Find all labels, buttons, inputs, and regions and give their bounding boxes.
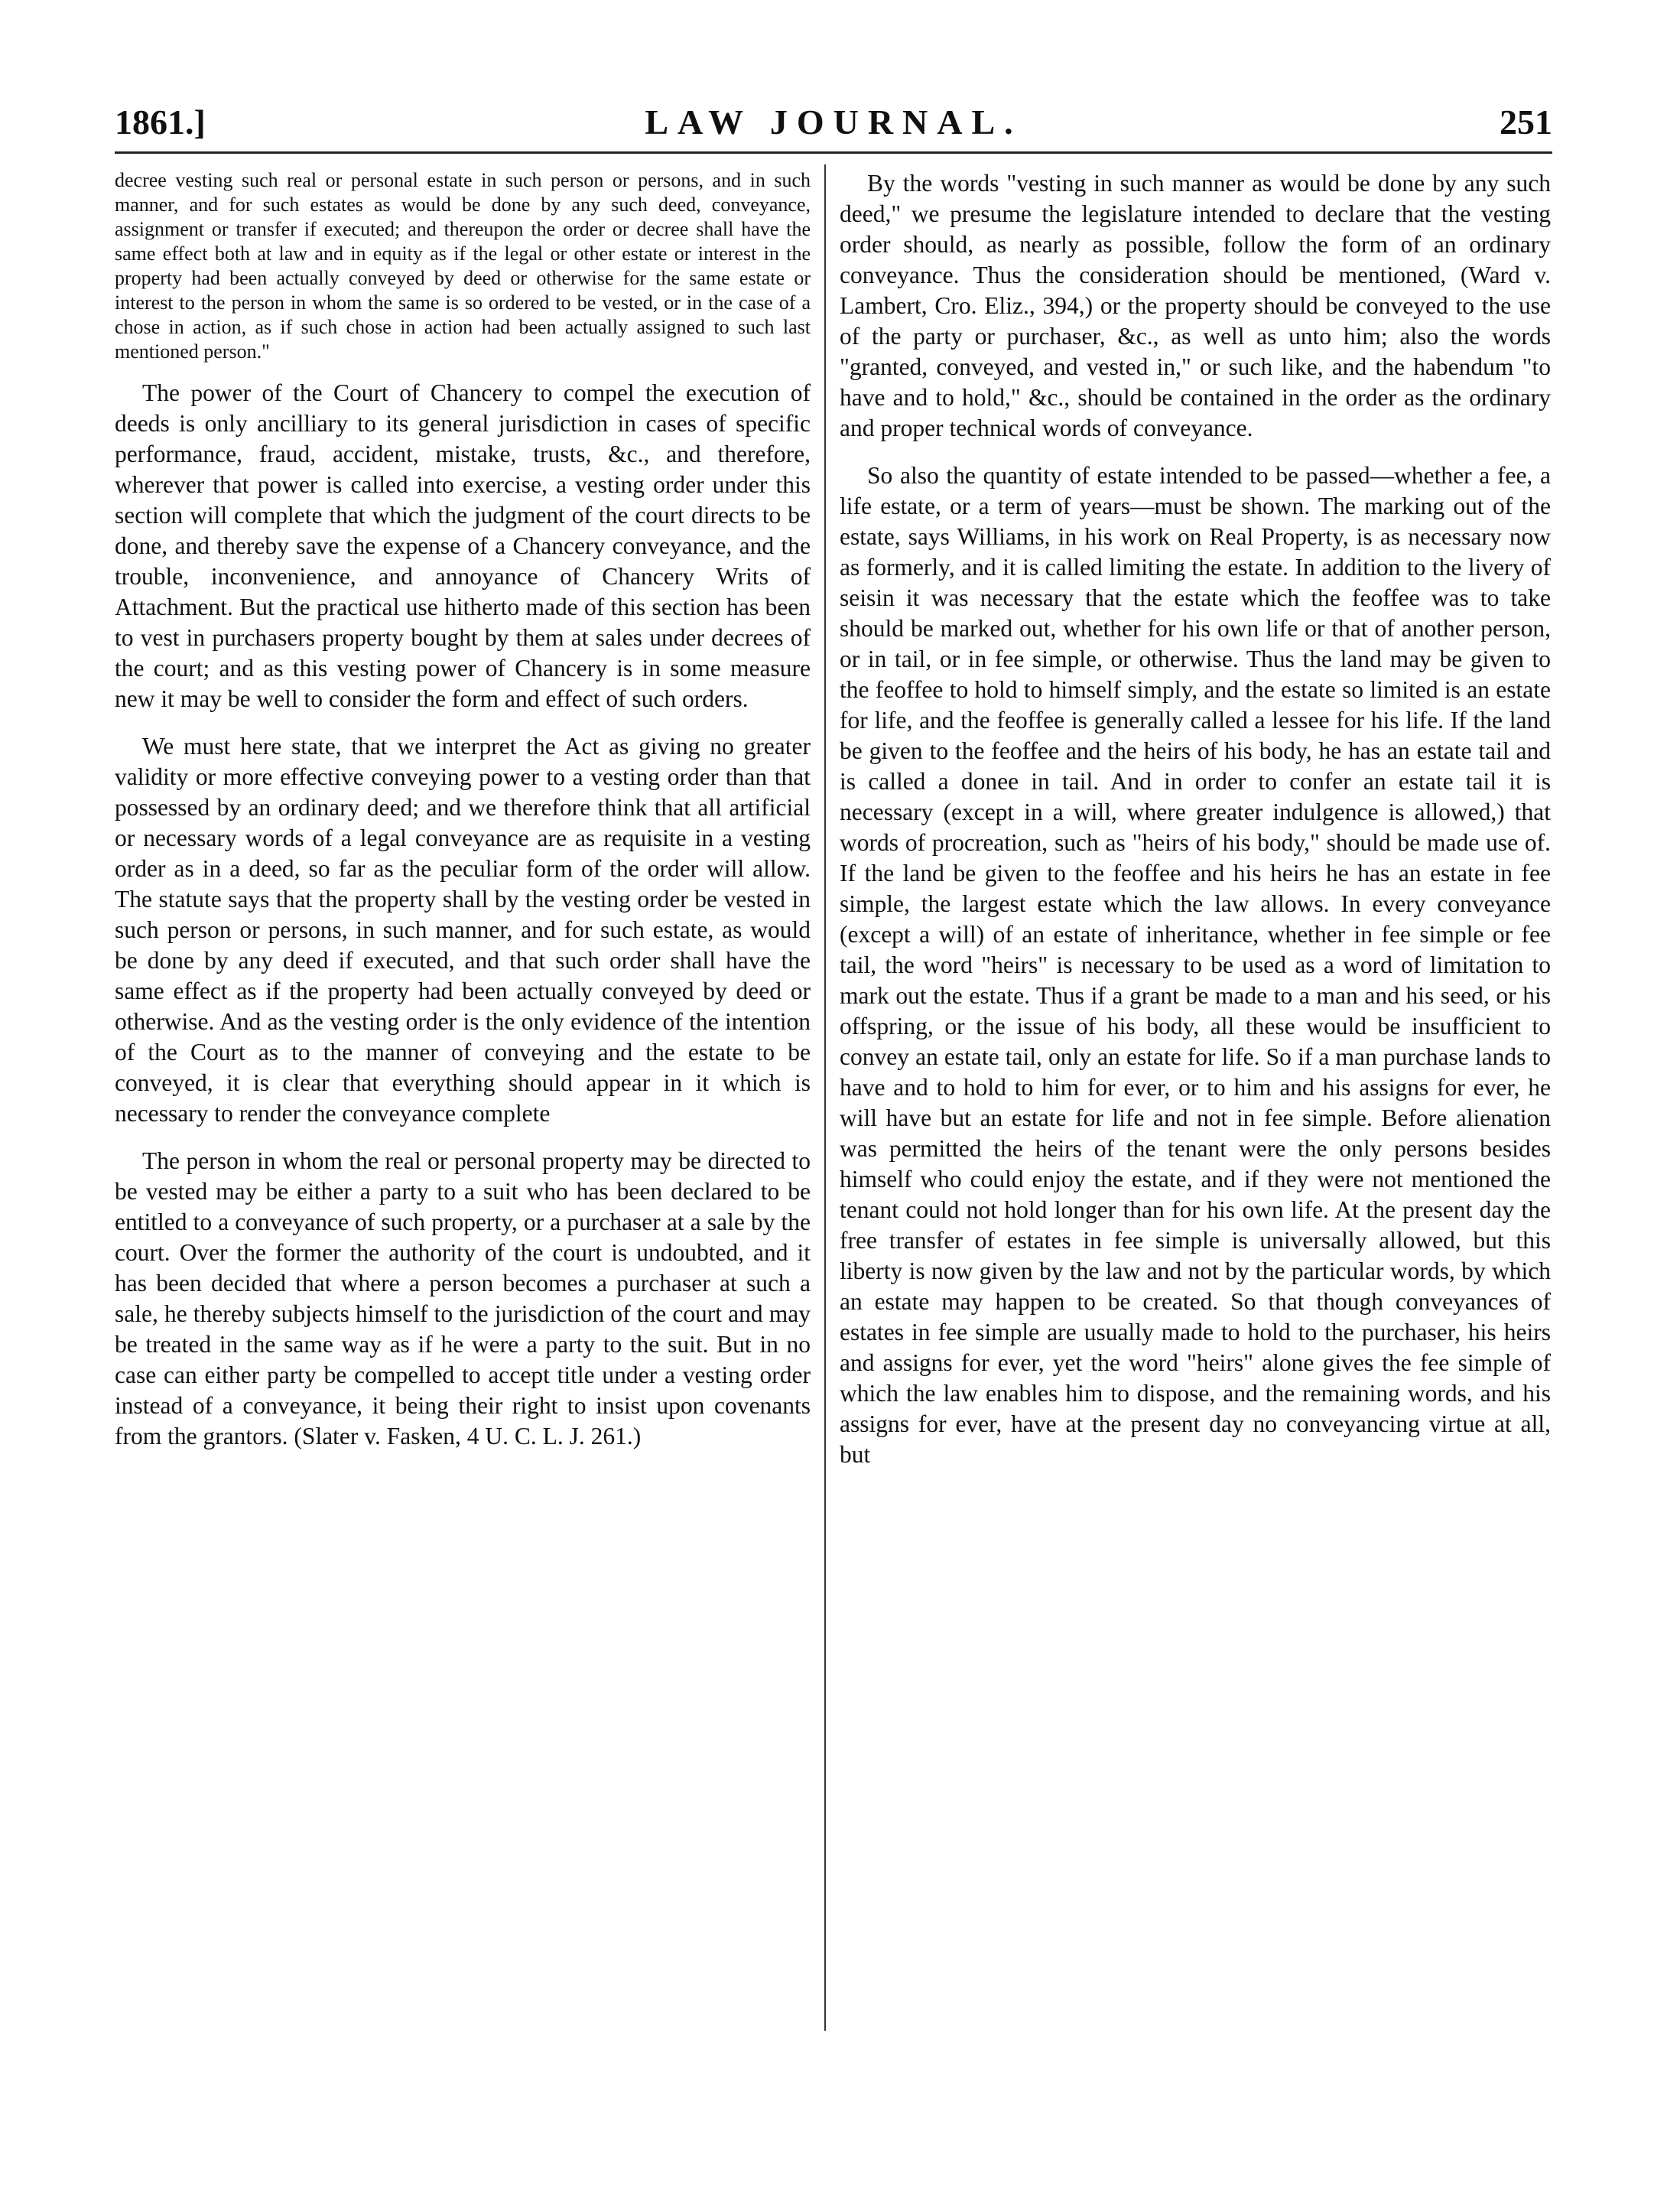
running-header xyxy=(115,99,1552,145)
left-paragraph-1: The power of the Court of Chancery to compel the execution of deeds is only ancilliary to its general jurisdiction in cases of specific performance, fraud, accident, mistake, trusts, &c., and therefore, wherever that power is called into exercise, a vesting order under this section will complete that which the judgment of the court directs to be done, and thereby save the expense of a Chancery conveyance, and the trouble, inconvenience, and annoyance of Chancery Writs of Attachment. But the practical use hitherto made of this section has been to vest in purchasers property bought by them at sales under decrees of the court; and as this vesting power of Chancery is in some measure new it may be well to consider the form and effect of such orders. xyxy=(115,379,811,712)
column-divider xyxy=(824,164,826,2031)
journal-title: LAW JOURNAL. xyxy=(645,102,1022,142)
right-column xyxy=(840,168,1551,1487)
header-rule xyxy=(115,151,1552,154)
left-column xyxy=(115,168,811,1469)
page-number: 251 xyxy=(1500,102,1552,142)
right-paragraph-2: So also the quantity of estate intended to be passed—whether a fee, a life estate, or a term of years—must be shown. The marking out of the estate, says Williams, in his work on Real Property, is as necessary now as formerly, and it is called limiting the estate. In addition to the livery of seisin it was necessary that the estate which the feoffee was to take should be marked out, whether for his own life or that of another person, or in tail, or in fee simple, or otherwise. Thus the land may be given to the feoffee to hold to himself simply, and the estate so limited is an estate for life, and the feoffee is generally called a lessee for his life. If the land be given to the feoffee and the heirs of his body, he has an estate tail and is called a donee in tail. And in order to confer an estate tail it is necessary (except in a will, where greater indulgence is allowed,) that words of procreation, such as "heirs of his body," should be made use of. If the land be given to the feoffee and his heirs he has an estate in fee simple, the largest estate which the law allows. In every conveyance (except a will) of an estate of inheritance, whether in fee simple or fee tail, the word "heirs" is necessary to be used as a word of limitation to mark out the estate. Thus if a grant be made to a man and his seed, or his offspring, or the issue of his body, all these would be insufficient to convey an estate tail, only an estate for life. So if a man purchase lands to have and to hold to him for ever, or to him and his assigns for ever, he will have but an estate for life and not in fee simple. Before alienation was permitted the heirs of the tenant were the only persons besides himself who could enjoy the estate, and if they were not mentioned the tenant could not hold longer than for his own life. At the present day the free transfer of estates in fee simple is universally allowed, but this liberty is now given by the law and not by the particular words, by which an estate may happen to be created. So that though conveyances of estates in fee simple are usually made to hold to the purchaser, his heirs and assigns for ever, yet the word "heirs" alone gives the fee simple of which the law enables him to dispose, and the remaining words, and his assigns for ever, have at the present day no conveyancing virtue at all, but xyxy=(840,462,1551,1468)
left-paragraph-3: The person in whom the real or personal property may be directed to be vested may be either a party to a suit who has been declared to be entitled to a conveyance of such property, or a purchaser at a sale by the court. Over the former the authority of the court is undoubted, and it has been decided that where a person becomes a purchaser at such a sale, he thereby subjects himself to the jurisdiction of the court and may be treated in the same way as if he were a party to the suit. But in no case can either party be compelled to accept title under a vesting order instead of a conveyance, it being their right to insist upon covenants from the grantors. (Slater v. Fasken, 4 U. C. L. J. 261.) xyxy=(115,1147,811,1449)
right-paragraph-1: By the words "vesting in such manner as would be done by any such deed," we presume the legislature intended to declare that the vesting order should, as nearly as possible, follow the form of an ordinary conveyance. Thus the consideration should be mentioned, (Ward v. Lambert, Cro. Eliz., 394,) or the property should be conveyed to the use of the party or purchaser, &c., as well as unto him; also the words "granted, conveyed, and vested in," or such like, and the habendum "to have and to hold," &c., should be contained in the order as the ordinary and proper technical words of conveyance. xyxy=(840,170,1551,441)
statute-quote: decree vesting such real or personal estate in such person or persons, and in such manner, and for such estates as would be done by any such deed, conveyance, assignment or transfer if executed; and thereupon the order or decree shall have the same effect both at law and in equity as if the legal or other estate or interest in the property had been actually conveyed by deed or otherwise for the same estate or interest to the person in whom the same is so ordered to be vested, or in the case of a chose in action, as if such chose in action had been actually assigned to such last mentioned person." xyxy=(115,169,811,363)
left-paragraph-2: We must here state, that we interpret the Act as giving no greater validity or more effective conveying power to a vesting order than that possessed by an ordinary deed; and we therefore think that all artificial or necessary words of a legal conveyance are as requisite in a vesting order as in a deed, so far as the peculiar form of the order will allow. The statute says that the property shall by the vesting order be vested in such person or persons, in such manner, and for such estate, as would be done by any deed if executed, and that such order shall have the same effect as if the property had been actually conveyed by deed or otherwise. And as the vesting order is the only evidence of the intention of the Court as to the manner of conveying and the estate to be conveyed, it is clear that everything should appear in it which is necessary to render the conveyance complete xyxy=(115,733,811,1127)
header-year: 1861.] xyxy=(115,102,206,142)
